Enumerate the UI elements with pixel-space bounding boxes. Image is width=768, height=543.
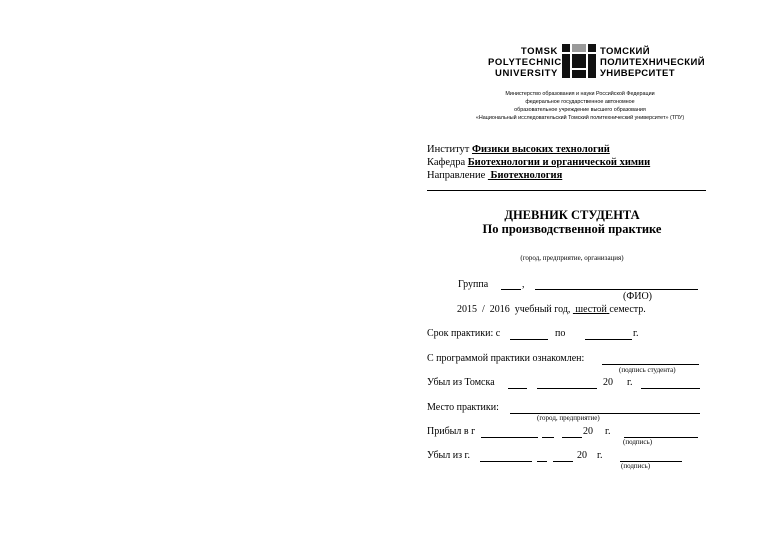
year-start: 2015	[457, 304, 477, 315]
department-row	[427, 156, 650, 169]
arrived-suffix: г.	[605, 426, 611, 437]
group-label: Группа	[458, 279, 489, 290]
logo-ru-line: УНИВЕРСИТЕТ	[600, 68, 675, 79]
logo-en-line: UNIVERSITY	[494, 68, 558, 79]
year-text: учебный год,	[514, 304, 571, 315]
arrived-month-field[interactable]	[562, 437, 582, 438]
logo-ru-line: ПОЛИТЕХНИЧЕСКИЙ	[600, 57, 705, 68]
logo-en-line: POLYTECHNIC	[488, 57, 562, 68]
left-city-field[interactable]	[480, 461, 532, 462]
direction-row	[427, 169, 650, 182]
left-city-month-field[interactable]	[553, 461, 573, 462]
semester-value	[573, 304, 609, 315]
fio-label: (ФИО)	[623, 291, 653, 302]
department-label: Кафедра	[427, 157, 466, 168]
institute-value: Физики высоких технологий	[471, 144, 610, 155]
left-city-day-field[interactable]	[537, 461, 547, 462]
semester-suffix: семестр.	[609, 304, 646, 315]
header-divider	[427, 190, 706, 191]
tpu-logo-icon	[562, 44, 596, 78]
term-to-field[interactable]	[585, 339, 632, 340]
title-line-1: ДНЕВНИК СТУДЕНТА	[504, 208, 640, 222]
university-logo-mark	[562, 44, 596, 78]
direction-text: Биотехнология	[490, 170, 563, 181]
left-city-year: 20	[577, 450, 587, 461]
logo-text-ru	[600, 46, 705, 79]
left-tomsk-suffix: г.	[627, 377, 633, 388]
arrived-label: Прибыл в г	[427, 426, 476, 437]
institute-label: Институт	[427, 144, 470, 155]
term-year-suffix: г.	[633, 328, 639, 339]
left-city-signature-note: (подпись)	[621, 462, 651, 470]
direction-value	[488, 170, 562, 181]
institute-info	[427, 143, 650, 182]
semester-text: шестой	[575, 304, 607, 315]
year-end: 2016	[489, 304, 510, 315]
group-row	[458, 279, 488, 290]
place-label: Место практики:	[427, 402, 499, 413]
left-city-label: Убыл из г.	[427, 450, 471, 461]
year-sep: /	[482, 304, 485, 315]
ministry-line: Министерство образования и науки Российской Федерации	[505, 91, 655, 97]
arrived-year: 20	[583, 426, 593, 437]
acquainted-label: С программой практики ознакомлен:	[427, 353, 585, 364]
arrived-day-field[interactable]	[542, 437, 554, 438]
ministry-header	[455, 90, 705, 122]
left-tomsk-year: 20	[603, 377, 613, 388]
page-title	[427, 208, 717, 236]
logo-en-line: TOMSK	[520, 46, 558, 57]
department-value: Биотехнологии и органической химии	[467, 157, 651, 168]
fio-field[interactable]	[535, 289, 698, 290]
ministry-line: образовательное учреждение высшего образования	[514, 107, 646, 113]
direction-label: Направление	[427, 170, 486, 181]
ministry-line: федеральное государственное автономное	[525, 99, 635, 105]
left-city-suffix: г.	[597, 450, 603, 461]
institute-row	[427, 143, 650, 156]
term-from-field[interactable]	[510, 339, 548, 340]
term-label: Срок практики: с	[427, 328, 501, 339]
left-tomsk-label: Убыл из Томска	[427, 377, 495, 388]
left-tomsk-signature-field[interactable]	[641, 388, 700, 389]
student-signature-note: (подпись студента)	[619, 366, 676, 374]
arrived-signature-note: (подпись)	[623, 438, 653, 446]
logo-text-en	[488, 46, 562, 79]
year-row	[457, 304, 646, 315]
title-line-2: По производственной практике	[482, 222, 662, 236]
group-comma: ,	[522, 279, 525, 290]
arrived-city-field[interactable]	[481, 437, 538, 438]
place-note: (город, предприятие, организация)	[520, 254, 624, 262]
group-field[interactable]	[501, 289, 521, 290]
student-signature-field[interactable]	[602, 364, 699, 365]
left-tomsk-month-field[interactable]	[537, 388, 597, 389]
ministry-line: «Национальный исследовательский Томский политехнический университет» (ТПУ)	[475, 115, 685, 121]
left-tomsk-day-field[interactable]	[508, 388, 527, 389]
place-field-note: (город, предприятие)	[537, 414, 600, 422]
logo-ru-line: ТОМСКИЙ	[600, 46, 650, 57]
term-to-label: по	[555, 328, 566, 339]
